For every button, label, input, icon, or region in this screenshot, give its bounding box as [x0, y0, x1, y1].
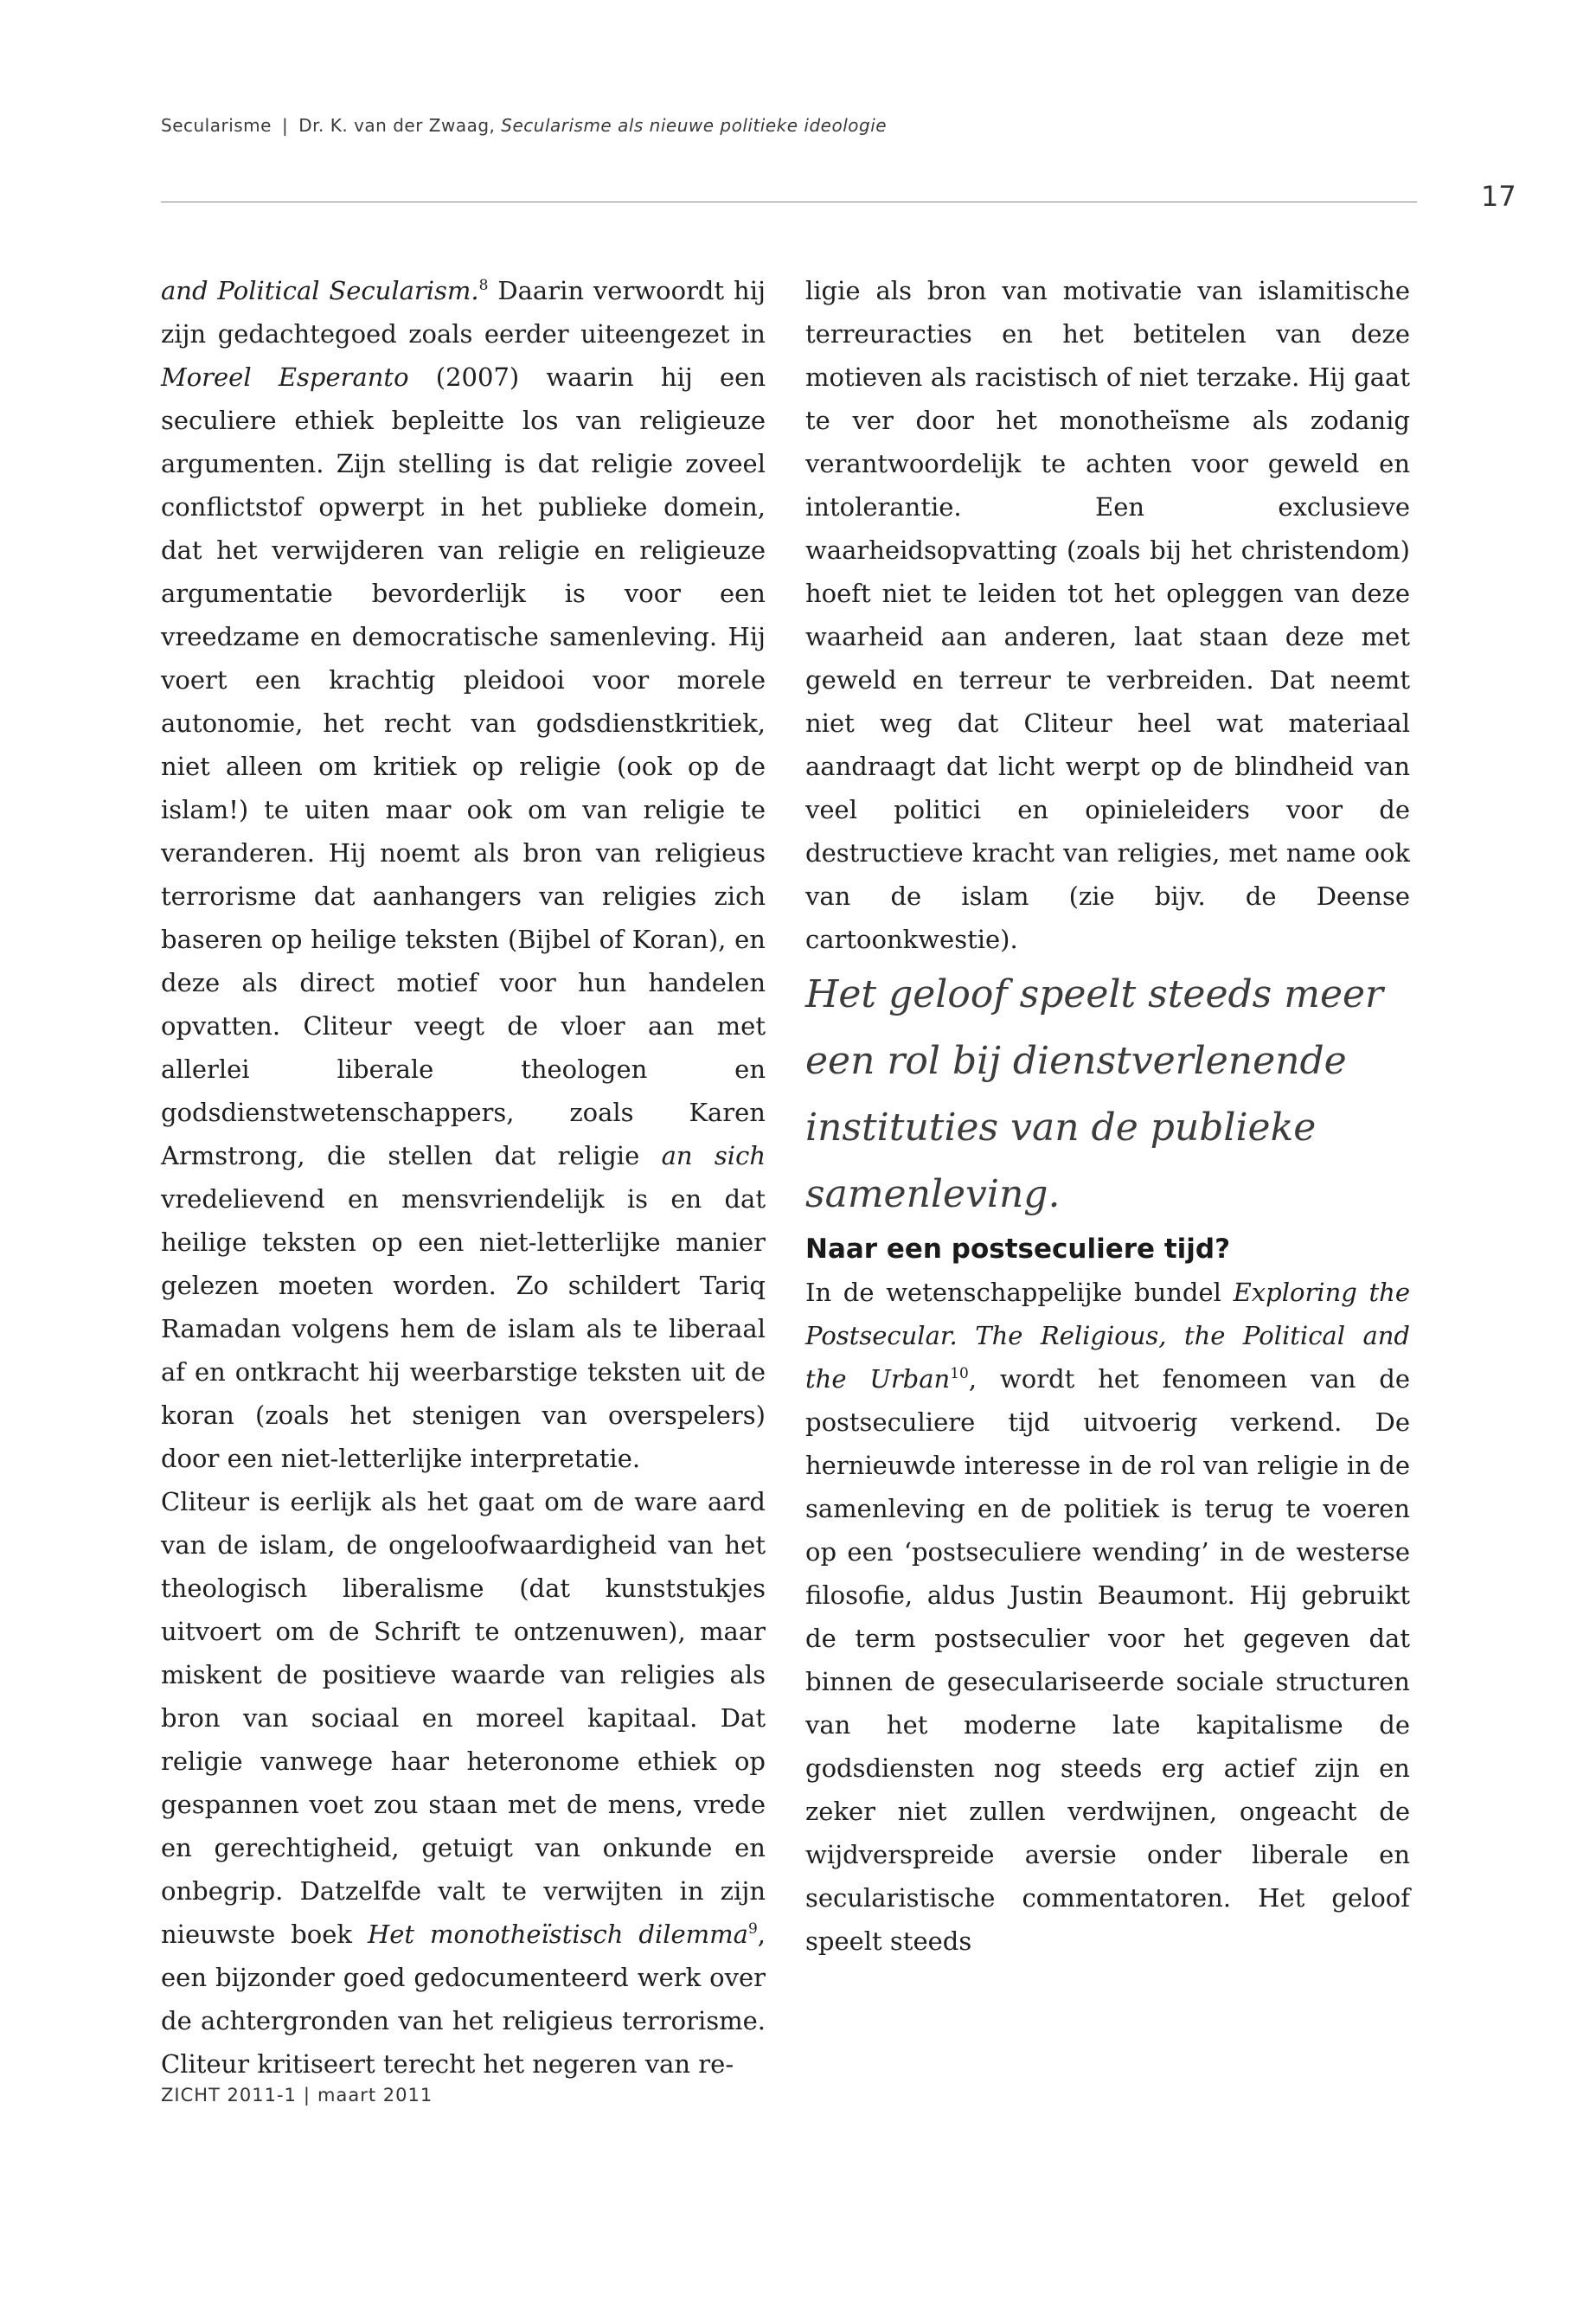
right-paragraph-1: ligie als bron van motivatie van islamitische terreuracties en het betitelen van deze motieven als racistisch of niet terzake. Hij gaat te ver door het monotheïsme als zodanig verantwoordelijk te achten voor geweld en intolerantie. Een exclusieve waarheidsopvatting (zoals bij het christendom) hoeft niet te leiden tot het opleggen van deze waarheid aan anderen, laat staan deze met geweld en terreur te verbreiden. Dat neemt niet weg dat Cliteur heel wat materiaal aandraagt dat licht werpt op de blindheid van veel politici en opinieleiders voor de destructieve kracht van religies, met name ook van de islam (zie bijv. de Deense cartoonkwestie).	[805, 276, 1410, 954]
inline-title-exploring-the-postsecular: Exploring the Postsecular. The Religious, the Political and the Urban	[805, 1278, 1410, 1394]
paragraph-text: , een bijzonder goed gedocumenteerd werk over de achtergronden van het religieus terrorisme. Cliteur kritiseert terecht het negeren van re-	[161, 1920, 766, 2079]
header-separator: |	[281, 115, 289, 136]
header-author: Dr. K. van der Zwaag,	[298, 115, 496, 136]
section-heading: Naar een postseculiere tijd?	[805, 1234, 1231, 1265]
paragraph-text: Cliteur is eerlijk als het gaat om de ware aard van de islam, de ongeloofwaardigheid van het theologisch liberalisme (dat kunststukjes uitvoert om de Schrift te ontzenuwen), maar miskent de positieve waarde van religies als bron van sociaal en moreel kapitaal. Dat religie vanwege haar heteronome ethiek op gespannen voet zou staan met de mens, vrede en gerechtigheid, getuigt van onkunde en onbegrip. Datzelfde valt te verwijten in zijn nieuwste boek	[161, 1487, 766, 1949]
paragraph-text: vredelievend en mensvriendelijk is en dat heilige teksten op een niet-letterlijke manier gelezen moeten worden. Zo schildert Tariq Ramadan volgens hem de islam als te liberaal af en ontkracht hij weerbarstige teksten uit de koran (zoals het stenigen van overspelers) door een niet-letterlijke interpretatie.	[161, 1184, 766, 1473]
inline-term-an-sich: an sich	[661, 1141, 766, 1170]
right-column	[805, 269, 1410, 1963]
inline-title-political-secularism: and Political Secularism.	[161, 276, 479, 305]
footer-date: maart 2011	[317, 2085, 433, 2106]
paragraph-text: Daarin verwoordt hij zijn gedachtegoed zoals eerder uiteengezet in	[161, 276, 766, 349]
header-article-title: Secularisme als nieuwe politieke ideologie	[501, 115, 888, 136]
footer-issue: ZICHT 2011-1	[161, 2085, 297, 2106]
paragraph-text: In de wetenschappelijke bundel	[805, 1278, 1234, 1307]
footer-separator: |	[303, 2085, 311, 2106]
left-paragraph-1	[161, 269, 766, 1480]
left-paragraph-2	[161, 1480, 766, 2086]
inline-title-monotheistisch-dilemma: Het monotheïstisch dilemma	[367, 1920, 748, 1949]
footnote-ref-10: 10	[950, 1365, 969, 1382]
pull-quote: Het geloof speelt steeds meer een rol bij dienstverlenende instituties van de publieke samenleving.	[805, 972, 1384, 1216]
left-column	[161, 269, 766, 2086]
header-section: Secularisme	[161, 115, 272, 136]
page-number: 17	[1481, 180, 1516, 213]
footnote-ref-8: 8	[478, 277, 489, 294]
running-header	[161, 115, 887, 136]
footnote-ref-9: 9	[747, 1920, 758, 1938]
paragraph-text: (2007) waarin hij een seculiere ethiek bepleitte los van religieuze argumenten. Zijn stelling is dat religie zoveel conflictstof opwerpt in het publieke domein, dat het verwijderen van religie en religieuze argumentatie bevorderlijk is voor een vreedzame en democratische samenleving. Hij voert een krachtig pleidooi voor morele autonomie, het recht van godsdienstkritiek, niet alleen om kritiek op religie (ook op de islam!) te uiten maar ook om van religie te veranderen. Hij noemt als bron van religieus terrorisme dat aanhangers van religies zich baseren op heilige teksten (Bijbel of Koran), en deze als direct motief voor hun handelen opvatten. Cliteur veegt de vloer aan met allerlei liberale theologen en godsdienstwetenschappers, zoals Karen Armstrong, die stellen dat religie	[161, 362, 766, 1170]
page-footer	[161, 2085, 433, 2106]
paragraph-text: , wordt het fenomeen van de postseculiere tijd uitvoerig verkend. De hernieuwde interesse in de rol van religie in de samenleving en de politiek is terug te voeren op een ‘postseculiere wending’ in de westerse filosofie, aldus Justin Beaumont. Hij gebruikt de term postseculier voor het gegeven dat binnen de geseculariseerde sociale structuren van het moderne late kapitalisme de godsdiensten nog steeds erg actief zijn en zeker niet zullen verdwijnen, ongeacht de wijdverspreide aversie onder liberale en secularistische commentatoren. Het geloof speelt steeds	[805, 1364, 1410, 1956]
right-paragraph-2	[805, 1271, 1410, 1963]
inline-title-moreel-esperanto: Moreel Esperanto	[161, 362, 409, 392]
